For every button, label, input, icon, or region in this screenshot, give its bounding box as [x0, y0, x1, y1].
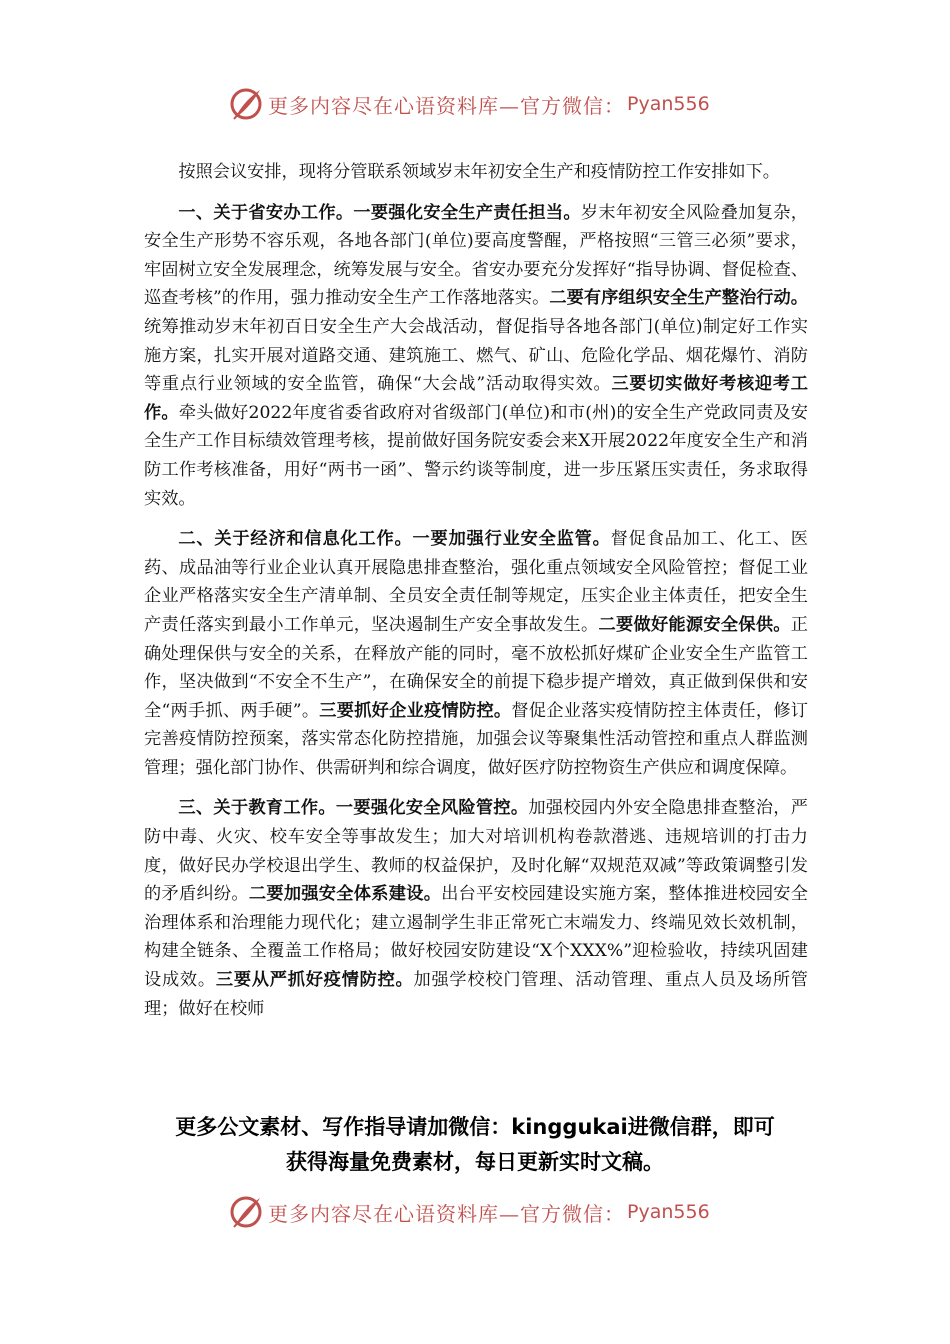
quill-logo-icon	[228, 1194, 264, 1230]
watermark-wechat-id: Pyan556	[627, 93, 710, 115]
bold-heading-run: 一、关于省安办工作。	[178, 202, 354, 223]
watermark-text: 更多内容尽在心语资料库—官方微信：	[268, 93, 625, 118]
quill-logo-icon	[228, 86, 264, 122]
text-run: 牵头做好2022年度省委省政府对省级部门(单位)和市(州)的安全生产党政同责及安全生产工作目标绩效管理考核，提前做好国务院安委会来X开展2022年度安全生产和消防工作考核准备，用好“两书一函”、警示约谈等制度，进一步压紧压实责任，务求取得实效。	[144, 402, 808, 509]
bold-heading-run: 二要做好能源安全保供。	[598, 614, 791, 635]
document-body	[144, 158, 808, 1023]
section-paragraph-1	[144, 199, 808, 514]
text-run: 督促食品加工、化工、医药、成品油等行业企业认真开展隐患排查整治，强化重点领域安全风险管控；督促工业企业严格落实安全生产清单制、全员安全责任制等规定，压实企业主体责任，把安全生产责任落实到最小工作单元，坚决遏制生产安全事故发生。	[144, 529, 808, 635]
watermark-wechat-id: Pyan556	[627, 1201, 710, 1223]
bold-heading-run: 三要抓好企业疫情防控。	[319, 700, 512, 721]
watermark-bottom	[228, 1192, 748, 1232]
watermark-top	[228, 84, 748, 124]
bold-heading-run: 一要加强行业安全监管。	[412, 529, 611, 550]
promo-line-2: 获得海量免费素材，每日更新实时文稿。	[286, 1150, 664, 1174]
bold-heading-run: 三、关于教育工作。	[178, 798, 336, 819]
promo-block	[130, 1110, 820, 1180]
text-run: 出台平安校园建设实施方案，整体推进校园安全治理体系和治理能力现代化；建立遏制学生非正常死亡末端发力、终端见效长效机制，构建全链条、全覆盖工作格局；做好校园安防建设“X个XXX%”迎检验收，持续巩固建设成效。	[144, 884, 808, 991]
bold-heading-run: 一要强化安全生产责任担当。	[353, 202, 581, 223]
text-run: 加强学校校门管理、活动管理、重点人员及场所管理；做好在校师	[144, 970, 808, 1019]
text-run: 督促企业落实疫情防控主体责任，修订完善疫情防控预案，落实常态化防控措施，加强会议等聚集性活动管控和重点人群监测管理；强化部门协作、供需研判和综合调度，做好医疗防控物资生产供应和调度保障。	[144, 700, 808, 778]
bold-heading-run: 二、关于经济和信息化工作。	[178, 529, 413, 550]
bold-heading-run: 三要从严抓好疫情防控。	[215, 970, 414, 991]
watermark-text: 更多内容尽在心语资料库—官方微信：	[268, 1201, 625, 1226]
bold-heading-run: 一要强化安全风险管控。	[335, 798, 529, 819]
text-run: 正确处理保供与安全的关系，在释放产能的同时，毫不放松抓好煤矿企业安全生产监管工作，坚决做到“不安全不生产”，在确保安全的前提下稳步提产增效，真正做到保供和安全“两手抓、两手硬”。	[144, 614, 808, 721]
intro-paragraph: 按照会议安排，现将分管联系领域岁末年初安全生产和疫情防控工作安排如下。	[178, 162, 780, 182]
bold-heading-run: 二要有序组织安全生产整治行动。	[549, 288, 808, 309]
section-paragraph-3	[144, 794, 808, 1023]
text-run: 岁末年初安全风险叠加复杂，安全生产形势不容乐观，各地各部门(单位)要高度警醒，严格按照“三管三必须”要求，牢固树立安全发展理念，统筹发展与安全。省安办要充分发挥好“指导协调、督促检查、巡查考核”的作用，强力推动安全生产工作落地落实。	[144, 202, 808, 309]
section-paragraph-2	[144, 525, 808, 782]
bold-heading-run: 二要加强安全体系建设。	[248, 884, 442, 905]
bold-heading-run: 三要切实做好考核迎考工作。	[144, 374, 808, 423]
text-run: 统筹推动岁末年初百日安全生产大会战活动，督促指导各地各部门(单位)制定好工作实施方案，扎实开展对道路交通、建筑施工、燃气、矿山、危险化学品、烟花爆竹、消防等重点行业领域的安全监管，确保“大会战”活动取得实效。	[144, 316, 808, 395]
text-run: 加强校园内外安全隐患排查整治，严防中毒、火灾、校车安全等事故发生；加大对培训机构卷款潜逃、违规培训的打击力度，做好民办学校退出学生、教师的权益保护，及时化解“双规范双减”等政策调整引发的矛盾纠纷。	[144, 798, 808, 905]
promo-line-1: 更多公文素材、写作指导请加微信：kinggukai进微信群，即可	[175, 1115, 775, 1139]
